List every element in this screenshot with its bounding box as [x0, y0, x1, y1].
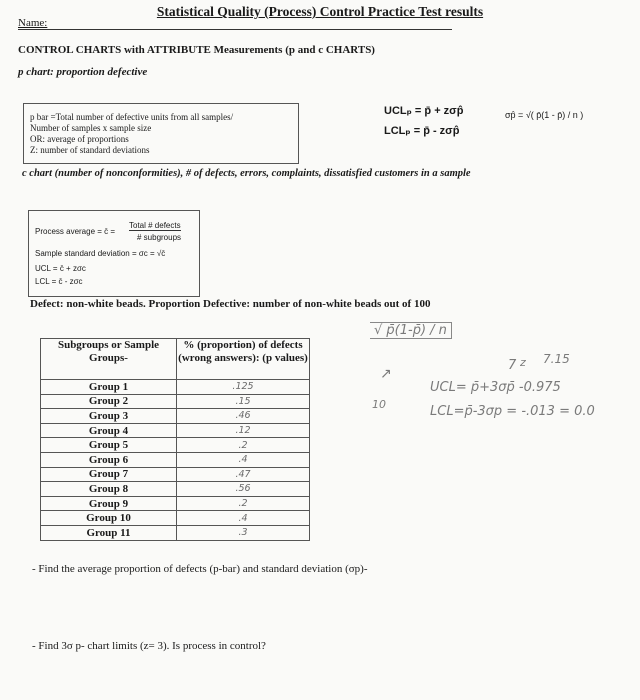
- p-value: .4: [177, 511, 310, 526]
- ucl-p-formula: UCLₚ = p̄ + zσp̂: [384, 105, 464, 117]
- ucl-c-formula: UCL = c̄ + zσc: [35, 264, 86, 273]
- table-row: [41, 496, 310, 511]
- p-value: .3: [177, 525, 310, 540]
- handwritten-note-7-15: 7.15: [543, 352, 570, 366]
- handwritten-sqrt-formula: √ p̄(1-p̄) / n: [370, 322, 452, 339]
- p-bar-definition-line: Number of samples x sample size: [30, 123, 152, 133]
- c-chart-formula-box: [28, 210, 200, 297]
- lcl-p-formula: LCLₚ = p̄ - zσp̂: [384, 125, 460, 137]
- lcl-c-formula: LCL = c̄ - zσc: [35, 277, 83, 286]
- table-row: [41, 511, 310, 526]
- p-value: .2: [177, 496, 310, 511]
- handwritten-arrow: ↗: [380, 366, 392, 382]
- table-header-row: [41, 339, 310, 380]
- handwritten-ucl: UCL= p̄+3σp̄ -0.975: [430, 380, 561, 395]
- p-bar-definition-line: Z: number of standard deviations: [30, 145, 150, 155]
- group-label: Group 3: [41, 409, 177, 424]
- column-header-value: % (proportion) of defects (wrong answers): (p values): [177, 339, 310, 380]
- defect-heading: Defect: non-white beads. Proportion Defective: number of non-white beads out of 100: [30, 298, 431, 310]
- name-label: Name:: [18, 17, 48, 29]
- p-value: .125: [177, 380, 310, 395]
- group-label: Group 8: [41, 482, 177, 497]
- group-label: Group 7: [41, 467, 177, 482]
- process-average-label: Process average = c̄ =: [35, 227, 116, 236]
- column-header-group: Subgroups or Sample Groups-: [41, 339, 177, 380]
- p-value: .2: [177, 438, 310, 453]
- sigma-p-formula: σp̂ = √( p̄(1 - p̄) / n ): [505, 110, 584, 120]
- name-line: [18, 29, 452, 30]
- table-row: [41, 525, 310, 540]
- group-label: Group 5: [41, 438, 177, 453]
- p-value: .46: [177, 409, 310, 424]
- p-bar-definition-line: OR: average of proportions: [30, 134, 129, 144]
- process-average-numerator: Total # defects: [129, 221, 181, 230]
- c-chart-heading: c chart (number of nonconformities), # of defects, errors, complaints, dissatisfied customers in a sample: [22, 168, 471, 179]
- group-label: Group 1: [41, 380, 177, 395]
- question-2: - Find 3σ p- chart limits (z= 3). Is process in control?: [32, 640, 266, 652]
- handwritten-ten: 10: [372, 398, 386, 411]
- page-title: Statistical Quality (Process) Control Practice Test results: [156, 4, 484, 19]
- handwritten-seven: 7: [508, 358, 517, 373]
- table-row: [41, 409, 310, 424]
- p-values-table: [40, 338, 310, 541]
- p-value: .47: [177, 467, 310, 482]
- p-bar-definition-box: [23, 103, 299, 164]
- group-label: Group 6: [41, 452, 177, 467]
- process-average-denominator: # subgroups: [137, 233, 182, 242]
- table-row: [41, 438, 310, 453]
- handwritten-z: z: [520, 356, 526, 369]
- table-row: [41, 423, 310, 438]
- p-value: .4: [177, 452, 310, 467]
- p-value: .12: [177, 423, 310, 438]
- table-row: [41, 452, 310, 467]
- group-label: Group 4: [41, 423, 177, 438]
- section-heading: CONTROL CHARTS with ATTRIBUTE Measurements (p and c CHARTS): [18, 44, 375, 56]
- handwritten-lcl: LCL=p̄-3σp = -.013 = 0.0: [430, 404, 595, 419]
- p-value: .15: [177, 394, 310, 409]
- question-1: - Find the average proportion of defects (p-bar) and standard deviation (σp)-: [32, 563, 368, 575]
- table-row: [41, 467, 310, 482]
- p-value: .56: [177, 482, 310, 497]
- table-row: [41, 394, 310, 409]
- table-row: [41, 380, 310, 395]
- std-dev-formula: Sample standard deviation = σc = √c̄: [35, 249, 166, 258]
- p-bar-definition-line: p bar =Total number of defective units from all samples/: [30, 112, 234, 122]
- group-label: Group 11: [41, 525, 177, 540]
- table-row: [41, 482, 310, 497]
- group-label: Group 10: [41, 511, 177, 526]
- group-label: Group 9: [41, 496, 177, 511]
- group-label: Group 2: [41, 394, 177, 409]
- p-chart-heading: p chart: proportion defective: [18, 66, 148, 78]
